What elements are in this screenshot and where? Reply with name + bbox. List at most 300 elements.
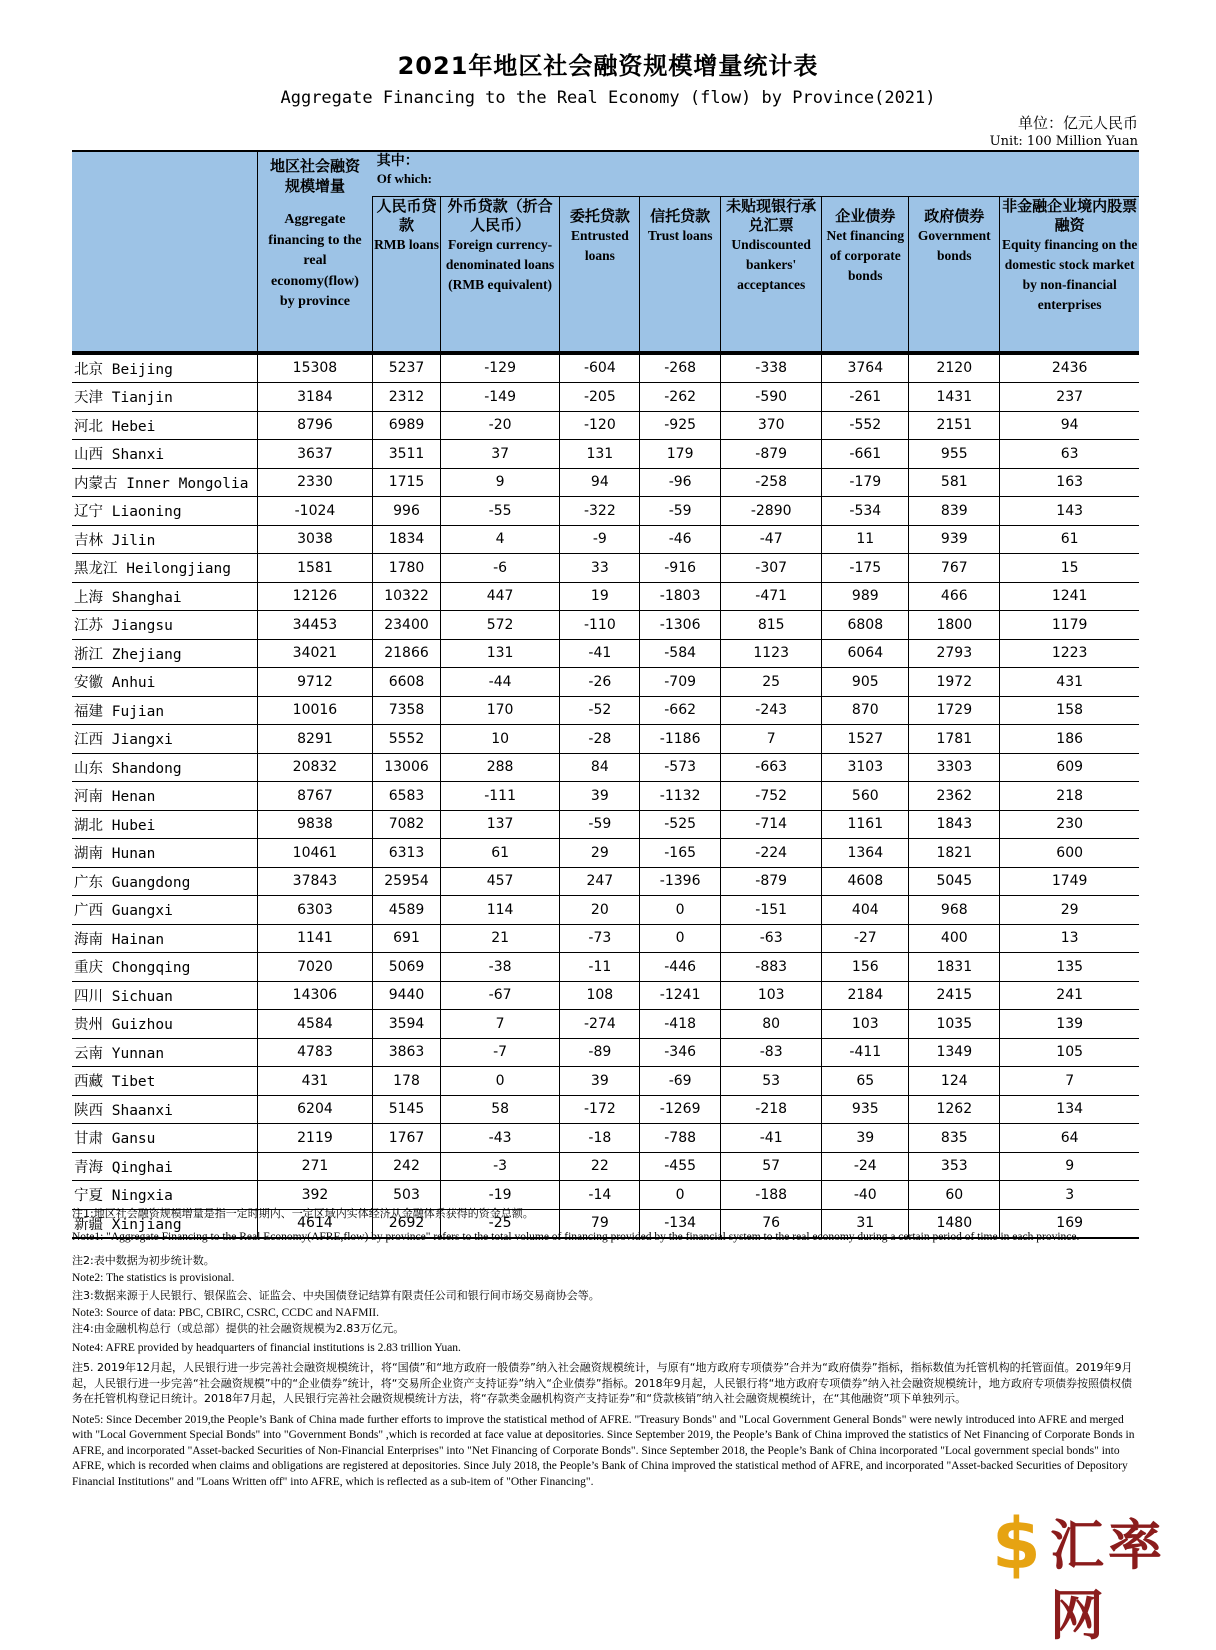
value-cell: 31 bbox=[822, 1209, 909, 1238]
table-row bbox=[72, 1067, 1139, 1096]
value-cell: 137 bbox=[440, 810, 560, 839]
value-cell: -38 bbox=[440, 953, 560, 982]
value-cell: 1123 bbox=[721, 639, 822, 668]
region-cell: 宁夏 Ningxia bbox=[72, 1181, 257, 1210]
value-cell: -663 bbox=[721, 753, 822, 782]
value-cell: 10461 bbox=[257, 839, 373, 868]
value-cell: -604 bbox=[560, 353, 640, 383]
region-cell: 福建 Fujian bbox=[72, 696, 257, 725]
value-cell: 6808 bbox=[822, 611, 909, 640]
region-cell: 江西 Jiangxi bbox=[72, 725, 257, 754]
table-row bbox=[72, 782, 1139, 811]
value-cell: 103 bbox=[822, 1010, 909, 1039]
value-cell: 1179 bbox=[1000, 611, 1139, 640]
value-cell: 39 bbox=[560, 782, 640, 811]
value-cell: 9838 bbox=[257, 810, 373, 839]
table-row bbox=[72, 896, 1139, 925]
value-cell: -59 bbox=[640, 497, 721, 526]
value-cell: 3764 bbox=[822, 353, 909, 383]
value-cell: -1396 bbox=[640, 867, 721, 896]
value-cell: -69 bbox=[640, 1067, 721, 1096]
table-row bbox=[72, 411, 1139, 440]
header-entrusted-en: Entrusted loans bbox=[570, 228, 629, 263]
value-cell: 447 bbox=[440, 582, 560, 611]
value-cell: 60 bbox=[909, 1181, 1000, 1210]
value-cell: 103 bbox=[721, 981, 822, 1010]
header-equity-financing bbox=[1000, 197, 1139, 353]
value-cell: 39 bbox=[822, 1124, 909, 1153]
table-row bbox=[72, 1181, 1139, 1210]
value-cell: -262 bbox=[640, 383, 721, 412]
value-cell: -96 bbox=[640, 468, 721, 497]
value-cell: -411 bbox=[822, 1038, 909, 1067]
table-row bbox=[72, 525, 1139, 554]
value-cell: 6608 bbox=[373, 668, 441, 697]
region-cell: 内蒙古 Inner Mongolia bbox=[72, 468, 257, 497]
value-cell: 134 bbox=[1000, 1095, 1139, 1124]
value-cell: -188 bbox=[721, 1181, 822, 1210]
value-cell: 5069 bbox=[373, 953, 441, 982]
value-cell: -46 bbox=[640, 525, 721, 554]
table-row bbox=[72, 497, 1139, 526]
value-cell: -3 bbox=[440, 1152, 560, 1181]
value-cell: -471 bbox=[721, 582, 822, 611]
table-row bbox=[72, 953, 1139, 982]
value-cell: 1141 bbox=[257, 924, 373, 953]
header-corp-en: Net financing of corporate bonds bbox=[826, 228, 905, 283]
financing-table bbox=[72, 150, 1139, 1239]
value-cell: 8796 bbox=[257, 411, 373, 440]
value-cell: 61 bbox=[440, 839, 560, 868]
value-cell: 1780 bbox=[373, 554, 441, 583]
value-cell: 609 bbox=[1000, 753, 1139, 782]
value-cell: -752 bbox=[721, 782, 822, 811]
value-cell: 3303 bbox=[909, 753, 1000, 782]
value-cell: -1024 bbox=[257, 497, 373, 526]
table-row bbox=[72, 639, 1139, 668]
value-cell: 4589 bbox=[373, 896, 441, 925]
region-cell: 山东 Shandong bbox=[72, 753, 257, 782]
value-cell: 23400 bbox=[373, 611, 441, 640]
value-cell: -7 bbox=[440, 1038, 560, 1067]
value-cell: 8291 bbox=[257, 725, 373, 754]
value-cell: -165 bbox=[640, 839, 721, 868]
value-cell: -1269 bbox=[640, 1095, 721, 1124]
value-cell: -552 bbox=[822, 411, 909, 440]
value-cell: -661 bbox=[822, 440, 909, 469]
table-row bbox=[72, 981, 1139, 1010]
value-cell: 12126 bbox=[257, 582, 373, 611]
header-equity-en: Equity financing on the domestic stock market by non-financial enterprises bbox=[1001, 237, 1138, 312]
table-row bbox=[72, 696, 1139, 725]
region-cell: 四川 Sichuan bbox=[72, 981, 257, 1010]
value-cell: 968 bbox=[909, 896, 1000, 925]
value-cell: 870 bbox=[822, 696, 909, 725]
value-cell: 94 bbox=[1000, 411, 1139, 440]
value-cell: 5045 bbox=[909, 867, 1000, 896]
value-cell: -455 bbox=[640, 1152, 721, 1181]
value-cell: -89 bbox=[560, 1038, 640, 1067]
header-gov-en: Government bonds bbox=[917, 228, 991, 263]
value-cell: 6989 bbox=[373, 411, 441, 440]
value-cell: 15 bbox=[1000, 554, 1139, 583]
value-cell: 835 bbox=[909, 1124, 1000, 1153]
header-of-which-en: Of which: bbox=[376, 171, 432, 186]
value-cell: -63 bbox=[721, 924, 822, 953]
value-cell: 1241 bbox=[1000, 582, 1139, 611]
value-cell: 158 bbox=[1000, 696, 1139, 725]
value-cell: -584 bbox=[640, 639, 721, 668]
header-gov-cn: 政府债券 bbox=[924, 207, 985, 225]
note2-en: Note2: The statistics is provisional. bbox=[72, 1271, 235, 1284]
region-cell: 黑龙江 Heilongjiang bbox=[72, 554, 257, 583]
value-cell: 237 bbox=[1000, 383, 1139, 412]
value-cell: 25954 bbox=[373, 867, 441, 896]
header-rmb-en: RMB loans bbox=[374, 237, 439, 252]
value-cell: 839 bbox=[909, 497, 1000, 526]
value-cell: -6 bbox=[440, 554, 560, 583]
value-cell: 560 bbox=[822, 782, 909, 811]
value-cell: 1831 bbox=[909, 953, 1000, 982]
value-cell: -14 bbox=[560, 1181, 640, 1210]
region-cell: 湖北 Hubei bbox=[72, 810, 257, 839]
value-cell: 13 bbox=[1000, 924, 1139, 953]
value-cell: -268 bbox=[640, 353, 721, 383]
value-cell: 4614 bbox=[257, 1209, 373, 1238]
region-cell: 浙江 Zhejiang bbox=[72, 639, 257, 668]
value-cell: -18 bbox=[560, 1124, 640, 1153]
value-cell: 6583 bbox=[373, 782, 441, 811]
header-aggregate-en: Aggregate financing to the real economy(flow) by province bbox=[268, 212, 362, 309]
value-cell: 815 bbox=[721, 611, 822, 640]
value-cell: -55 bbox=[440, 497, 560, 526]
value-cell: 25 bbox=[721, 668, 822, 697]
value-cell: 5237 bbox=[373, 353, 441, 383]
value-cell: 0 bbox=[640, 1181, 721, 1210]
region-cell: 广西 Guangxi bbox=[72, 896, 257, 925]
note5-cn: 注5. 2019年12月起，人民银行进一步完善社会融资规模统计，将“国债”和“地方政府一般债券”纳入社会融资规模统计，与原有“地方政府专项债券”合并为“政府债券”指标，指标数值为托管机构的托管面值。2019年9月起，人民银行进一步完善“社会融资规模”中的“企业债券”统计，将“交易所企业资产支持证券”纳入“企业债券”指标。2018年9月起，人民银行将“地方政府专项债券”纳入社会融资规模统计，地方政府专项债券按照债权债务在托管机构登记日统计。2018年7月起，人民银行完善社会融资规模统计方法，将“存款类金融机构资产支持证券”和“贷款核销”纳入社会融资规模统计，在“其他融资”项下单独列示。 bbox=[72, 1361, 1133, 1405]
watermark-logo bbox=[988, 1503, 1210, 1647]
region-cell: 河北 Hebei bbox=[72, 411, 257, 440]
value-cell: 392 bbox=[257, 1181, 373, 1210]
region-cell: 海南 Hainan bbox=[72, 924, 257, 953]
table-row bbox=[72, 1152, 1139, 1181]
region-cell: 贵州 Guizhou bbox=[72, 1010, 257, 1039]
region-cell: 甘肃 Gansu bbox=[72, 1124, 257, 1153]
value-cell: -525 bbox=[640, 810, 721, 839]
value-cell: 1581 bbox=[257, 554, 373, 583]
note5-en: Note5: Since December 2019,the People’s Bank of China made further efforts to improve the statistical method of AFRE. "Treasury Bonds" and "Local Government General Bonds" were newly introduced into AFRE and merged with "Local Government Special Bonds" into "Government Bonds" ,which is recorded at face value at depositories. Since September 2019, the People’s Bank of China improved the statistics of Net Financing of Corporate Bonds in AFRE, and incorporated "Asset-backed Securities of Non-Financial Enterprises" into "Net Financing of Corporate Bonds". Since September 2018, the People’s Bank of China incorporated "Local government special bonds" into AFRE, which is recorded when claims and obligations are registered at depositories. Since July 2018, the People’s Bank of China improved the statistical method of AFRE, and incorporated "Asset-backed Securities of Depository Financial Institutions" and "Loans Written off" into AFRE, which is reflected as a sub-item of "Other Financing". bbox=[72, 1413, 1135, 1488]
value-cell: 431 bbox=[257, 1067, 373, 1096]
region-cell: 广东 Guangdong bbox=[72, 867, 257, 896]
value-cell: 7 bbox=[1000, 1067, 1139, 1096]
table-row bbox=[72, 554, 1139, 583]
value-cell: 3594 bbox=[373, 1010, 441, 1039]
value-cell: 3184 bbox=[257, 383, 373, 412]
value-cell: -243 bbox=[721, 696, 822, 725]
value-cell: -59 bbox=[560, 810, 640, 839]
table-row bbox=[72, 1010, 1139, 1039]
value-cell: 33 bbox=[560, 554, 640, 583]
value-cell: 10322 bbox=[373, 582, 441, 611]
note4-en: Note4: AFRE provided by headquarters of financial institutions is 2.83 trillion Yuan. bbox=[72, 1341, 461, 1354]
table-row bbox=[72, 1124, 1139, 1153]
value-cell: -11 bbox=[560, 953, 640, 982]
value-cell: 79 bbox=[560, 1209, 640, 1238]
value-cell: 3038 bbox=[257, 525, 373, 554]
value-cell: 370 bbox=[721, 411, 822, 440]
value-cell: -149 bbox=[440, 383, 560, 412]
value-cell: -120 bbox=[560, 411, 640, 440]
value-cell: 457 bbox=[440, 867, 560, 896]
value-cell: -110 bbox=[560, 611, 640, 640]
header-bankers-en: Undiscounted bankers' acceptances bbox=[731, 237, 811, 292]
value-cell: 6204 bbox=[257, 1095, 373, 1124]
value-cell: 156 bbox=[822, 953, 909, 982]
value-cell: 2184 bbox=[822, 981, 909, 1010]
value-cell: -1306 bbox=[640, 611, 721, 640]
table-body bbox=[72, 353, 1139, 1239]
value-cell: -709 bbox=[640, 668, 721, 697]
value-cell: 9712 bbox=[257, 668, 373, 697]
region-cell: 吉林 Jilin bbox=[72, 525, 257, 554]
value-cell: -662 bbox=[640, 696, 721, 725]
value-cell: 29 bbox=[1000, 896, 1139, 925]
value-cell: 218 bbox=[1000, 782, 1139, 811]
value-cell: -52 bbox=[560, 696, 640, 725]
value-cell: -879 bbox=[721, 440, 822, 469]
table-row bbox=[72, 1095, 1139, 1124]
value-cell: 2415 bbox=[909, 981, 1000, 1010]
value-cell: 6064 bbox=[822, 639, 909, 668]
value-cell: 178 bbox=[373, 1067, 441, 1096]
table-row bbox=[72, 440, 1139, 469]
value-cell: 5145 bbox=[373, 1095, 441, 1124]
value-cell: 2436 bbox=[1000, 353, 1139, 383]
region-cell: 山西 Shanxi bbox=[72, 440, 257, 469]
value-cell: -19 bbox=[440, 1181, 560, 1210]
value-cell: 600 bbox=[1000, 839, 1139, 868]
region-cell: 湖南 Hunan bbox=[72, 839, 257, 868]
value-cell: 10 bbox=[440, 725, 560, 754]
note3-cn: 注3:数据来源于人民银行、银保监会、证监会、中央国债登记结算有限责任公司和银行间市场交易商协会等。 bbox=[72, 1289, 600, 1302]
value-cell: 135 bbox=[1000, 953, 1139, 982]
value-cell: 1527 bbox=[822, 725, 909, 754]
note3-en: Note3: Source of data: PBC, CBIRC, CSRC, CCDC and NAFMII. bbox=[72, 1306, 380, 1319]
header-of-which bbox=[373, 151, 1139, 197]
value-cell: 271 bbox=[257, 1152, 373, 1181]
value-cell: -224 bbox=[721, 839, 822, 868]
region-cell: 上海 Shanghai bbox=[72, 582, 257, 611]
region-cell: 北京 Beijing bbox=[72, 353, 257, 383]
table-row bbox=[72, 839, 1139, 868]
value-cell: 955 bbox=[909, 440, 1000, 469]
value-cell: 4584 bbox=[257, 1010, 373, 1039]
value-cell: 1262 bbox=[909, 1095, 1000, 1124]
value-cell: 242 bbox=[373, 1152, 441, 1181]
value-cell: 14306 bbox=[257, 981, 373, 1010]
value-cell: -67 bbox=[440, 981, 560, 1010]
value-cell: 3511 bbox=[373, 440, 441, 469]
header-aggregate bbox=[257, 151, 373, 353]
value-cell: 169 bbox=[1000, 1209, 1139, 1238]
value-cell: 1843 bbox=[909, 810, 1000, 839]
value-cell: 163 bbox=[1000, 468, 1139, 497]
table-row bbox=[72, 725, 1139, 754]
value-cell: 996 bbox=[373, 497, 441, 526]
value-cell: 57 bbox=[721, 1152, 822, 1181]
value-cell: 63 bbox=[1000, 440, 1139, 469]
region-cell: 新疆 Xinjiang bbox=[72, 1209, 257, 1238]
value-cell: -590 bbox=[721, 383, 822, 412]
value-cell: 170 bbox=[440, 696, 560, 725]
value-cell: -714 bbox=[721, 810, 822, 839]
value-cell: 2362 bbox=[909, 782, 1000, 811]
value-cell: 2330 bbox=[257, 468, 373, 497]
value-cell: 13006 bbox=[373, 753, 441, 782]
header-rmb-loans bbox=[373, 197, 441, 353]
value-cell: 114 bbox=[440, 896, 560, 925]
note1-cn: 注1:地区社会融资规模增量是指一定时期内、一定区域内实体经济从金融体系获得的资金总额。 bbox=[72, 1207, 534, 1220]
region-cell: 重庆 Chongqing bbox=[72, 953, 257, 982]
value-cell: 353 bbox=[909, 1152, 1000, 1181]
value-cell: -205 bbox=[560, 383, 640, 412]
value-cell: 400 bbox=[909, 924, 1000, 953]
value-cell: 108 bbox=[560, 981, 640, 1010]
value-cell: 1035 bbox=[909, 1010, 1000, 1039]
value-cell: 139 bbox=[1000, 1010, 1139, 1039]
value-cell: -1132 bbox=[640, 782, 721, 811]
value-cell: 1767 bbox=[373, 1124, 441, 1153]
value-cell: 2312 bbox=[373, 383, 441, 412]
value-cell: -1186 bbox=[640, 725, 721, 754]
value-cell: 503 bbox=[373, 1181, 441, 1210]
value-cell: -925 bbox=[640, 411, 721, 440]
value-cell: 19 bbox=[560, 582, 640, 611]
value-cell: 2793 bbox=[909, 639, 1000, 668]
header-trust-en: Trust loans bbox=[647, 228, 713, 243]
value-cell: -2890 bbox=[721, 497, 822, 526]
value-cell: -218 bbox=[721, 1095, 822, 1124]
value-cell: -24 bbox=[822, 1152, 909, 1181]
value-cell: -9 bbox=[560, 525, 640, 554]
value-cell: 20 bbox=[560, 896, 640, 925]
value-cell: -258 bbox=[721, 468, 822, 497]
value-cell: -446 bbox=[640, 953, 721, 982]
header-bankers-cn: 未贴现银行承兑汇票 bbox=[726, 197, 817, 234]
value-cell: 9 bbox=[1000, 1152, 1139, 1181]
value-cell: 61 bbox=[1000, 525, 1139, 554]
value-cell: -129 bbox=[440, 353, 560, 383]
value-cell: 1715 bbox=[373, 468, 441, 497]
value-cell: 288 bbox=[440, 753, 560, 782]
page-subtitle: Aggregate Financing to the Real Economy (flow) by Province(2021) bbox=[280, 88, 936, 108]
value-cell: 39 bbox=[560, 1067, 640, 1096]
value-cell: 0 bbox=[640, 924, 721, 953]
value-cell: 105 bbox=[1000, 1038, 1139, 1067]
value-cell: 1161 bbox=[822, 810, 909, 839]
value-cell: 179 bbox=[640, 440, 721, 469]
header-entrusted-loans bbox=[560, 197, 640, 353]
value-cell: -418 bbox=[640, 1010, 721, 1039]
table-row bbox=[72, 810, 1139, 839]
value-cell: 404 bbox=[822, 896, 909, 925]
header-corporate-bonds bbox=[822, 197, 909, 353]
header-equity-cn: 非金融企业境内股票融资 bbox=[1002, 197, 1138, 234]
value-cell: 1729 bbox=[909, 696, 1000, 725]
value-cell: 935 bbox=[822, 1095, 909, 1124]
header-region bbox=[72, 151, 257, 353]
value-cell: 7 bbox=[721, 725, 822, 754]
value-cell: 2119 bbox=[257, 1124, 373, 1153]
value-cell: 1972 bbox=[909, 668, 1000, 697]
value-cell: 4783 bbox=[257, 1038, 373, 1067]
value-cell: -261 bbox=[822, 383, 909, 412]
table-row bbox=[72, 611, 1139, 640]
value-cell: 2692 bbox=[373, 1209, 441, 1238]
value-cell: 581 bbox=[909, 468, 1000, 497]
value-cell: -26 bbox=[560, 668, 640, 697]
value-cell: 3637 bbox=[257, 440, 373, 469]
value-cell: -883 bbox=[721, 953, 822, 982]
region-cell: 西藏 Tibet bbox=[72, 1067, 257, 1096]
value-cell: -40 bbox=[822, 1181, 909, 1210]
value-cell: 4 bbox=[440, 525, 560, 554]
value-cell: 3 bbox=[1000, 1181, 1139, 1210]
value-cell: -322 bbox=[560, 497, 640, 526]
value-cell: 9 bbox=[440, 468, 560, 497]
value-cell: 21 bbox=[440, 924, 560, 953]
value-cell: 34021 bbox=[257, 639, 373, 668]
value-cell: 94 bbox=[560, 468, 640, 497]
value-cell: 29 bbox=[560, 839, 640, 868]
value-cell: 241 bbox=[1000, 981, 1139, 1010]
value-cell: 22 bbox=[560, 1152, 640, 1181]
value-cell: 7082 bbox=[373, 810, 441, 839]
header-of-which-cn: 其中： bbox=[376, 153, 419, 169]
value-cell: -1803 bbox=[640, 582, 721, 611]
header-trust-loans bbox=[640, 197, 721, 353]
value-cell: 5552 bbox=[373, 725, 441, 754]
value-cell: -274 bbox=[560, 1010, 640, 1039]
value-cell: 1781 bbox=[909, 725, 1000, 754]
value-cell: 905 bbox=[822, 668, 909, 697]
table-row bbox=[72, 383, 1139, 412]
value-cell: 34453 bbox=[257, 611, 373, 640]
value-cell: 84 bbox=[560, 753, 640, 782]
value-cell: 1364 bbox=[822, 839, 909, 868]
value-cell: -573 bbox=[640, 753, 721, 782]
value-cell: 247 bbox=[560, 867, 640, 896]
header-bankers-acceptances bbox=[721, 197, 822, 353]
value-cell: 15308 bbox=[257, 353, 373, 383]
value-cell: 6303 bbox=[257, 896, 373, 925]
value-cell: 767 bbox=[909, 554, 1000, 583]
value-cell: 0 bbox=[440, 1067, 560, 1096]
value-cell: -41 bbox=[560, 639, 640, 668]
header-fx-cn: 外币贷款（折合人民币） bbox=[447, 197, 553, 234]
value-cell: -916 bbox=[640, 554, 721, 583]
table-row bbox=[72, 1038, 1139, 1067]
value-cell: 65 bbox=[822, 1067, 909, 1096]
value-cell: -346 bbox=[640, 1038, 721, 1067]
value-cell: -307 bbox=[721, 554, 822, 583]
value-cell: 1834 bbox=[373, 525, 441, 554]
value-cell: 939 bbox=[909, 525, 1000, 554]
value-cell: 1480 bbox=[909, 1209, 1000, 1238]
value-cell: -20 bbox=[440, 411, 560, 440]
region-cell: 江苏 Jiangsu bbox=[72, 611, 257, 640]
